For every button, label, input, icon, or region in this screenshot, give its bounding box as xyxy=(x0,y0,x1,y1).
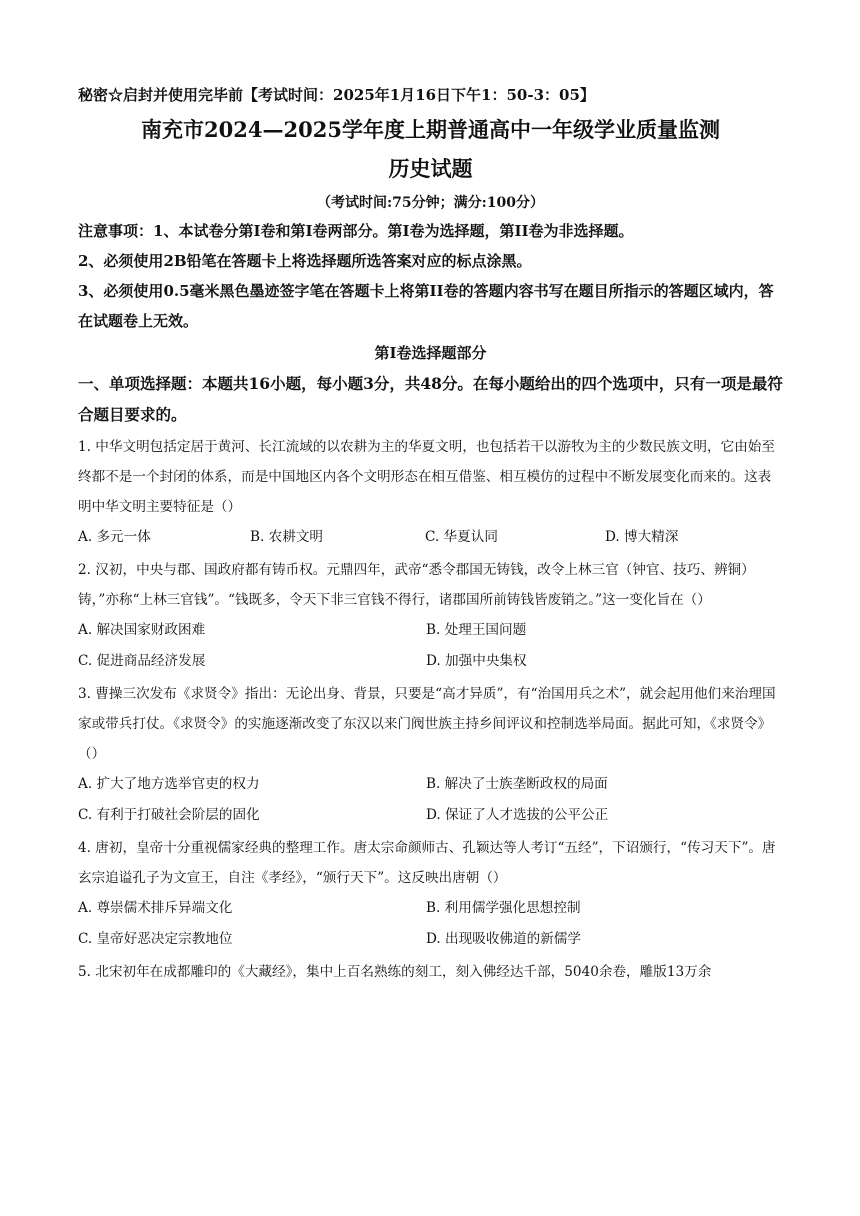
option-list xyxy=(78,769,783,831)
question-stem: 4. 唐初，皇帝十分重视儒家经典的整理工作。唐太宗命颜师古、孔颖达等人考订“五经”，下诏颁行，“传习天下”。唐玄宗追谥孔子为文宣王，自注《孝经》，“颁行天下”。这反映出唐朝（） xyxy=(78,840,776,886)
note-2: 2、必须使用2B铅笔在答题卡上将选择题所选答案对应的标点涂黑。 xyxy=(78,252,532,270)
note-3: 3、必须使用0.5毫米黑色墨迹签字笔在答题卡上将第II卷的答题内容书写在题目所指示的答题区域内，答在试题卷上无效。 xyxy=(78,282,774,330)
option-a: A. 尊崇儒术排斥异端文化 xyxy=(78,900,233,916)
question-stem: 5. 北宋初年在成都雕印的《大藏经》，集中上百名熟练的刻工，刻入佛经达千部，5040余卷，雕版13万余 xyxy=(78,964,712,980)
option-d: D. 保证了人才选拔的公平公正 xyxy=(426,807,609,823)
option-b: B. 解决了士族垄断政权的局面 xyxy=(426,776,608,792)
note-1: 注意事项：1、本试卷分第Ⅰ卷和第Ⅰ卷两部分。第Ⅰ卷为选择题，第II卷为非选择题。 xyxy=(78,222,634,240)
page-title: 南充市2024—2025学年度上期普通高中一年级学业质量监测 xyxy=(141,117,720,142)
option-a: A. 多元一体 xyxy=(78,529,151,545)
option-d: D. 出现吸收佛道的新儒学 xyxy=(426,931,581,947)
option-c: C. 有利于打破社会阶层的固化 xyxy=(78,807,260,823)
question-stem: 2. 汉初，中央与郡、国政府都有铸币权。元鼎四年，武帝“悉令郡国无铸钱，改令上林三官（钟官、技巧、辨铜）铸，”亦称“上林三官钱”。“钱既多，令天下非三官钱不得行，诸郡国所前铸钱皆废销之。”这一变化旨在（） xyxy=(78,562,755,608)
option-list xyxy=(78,615,783,677)
option-c: C. 皇帝好恶决定宗教地位 xyxy=(78,931,233,947)
question-3 xyxy=(78,679,783,831)
option-b: B. 处理王国问题 xyxy=(426,622,527,638)
option-b: B. 利用儒学强化思想控制 xyxy=(426,900,581,916)
option-c: C. 促进商品经济发展 xyxy=(78,653,206,669)
option-a: A. 解决国家财政困难 xyxy=(78,622,206,638)
option-d: D. 加强中央集权 xyxy=(426,653,527,669)
option-d: D. 博大精深 xyxy=(605,529,679,545)
question-1 xyxy=(78,432,783,553)
question-2 xyxy=(78,555,783,677)
option-b: B. 农耕文明 xyxy=(250,529,324,545)
option-list xyxy=(78,522,783,553)
secret-line: 秘密☆启封并使用完毕前【考试时间：2025年1月16日下午1：50-3：05】 xyxy=(78,86,595,104)
question-stem: 3. 曹操三次发布《求贤令》指出：无论出身、背景，只要是“高才异质”，有“治国用兵之术”，就会起用他们来治理国家或带兵打仗。《求贤令》的实施逐渐改变了东汉以来门阀世族主持乡间评议和控制选举局面。据此可知，《求贤令》（） xyxy=(78,686,776,762)
option-c: C. 华夏认同 xyxy=(425,529,498,545)
question-5 xyxy=(78,957,783,987)
part-heading: 一、单项选择题：本题共16小题，每小题3分，共48分。在每小题给出的四个选项中，只有一项是最符合题目要求的。 xyxy=(78,374,783,424)
option-a: A. 扩大了地方选举官吏的权力 xyxy=(78,776,260,792)
exam-info: （考试时间:75分钟；满分:100分） xyxy=(316,195,545,211)
question-stem: 1. 中华文明包括定居于黄河、长江流域的以农耕为主的华夏文明，也包括若干以游牧为主的少数民族文明，它由始至终都不是一个封闭的体系，而是中国地区内各个文明形态在相互借鉴、相互模仿的过程中不断发展变化而来的。这表明中华文明主要特征是（） xyxy=(78,439,775,515)
option-list xyxy=(78,893,783,955)
page-subtitle: 历史试题 xyxy=(388,156,473,181)
question-4 xyxy=(78,833,783,955)
section-title: 第Ⅰ卷选择题部分 xyxy=(374,344,487,362)
